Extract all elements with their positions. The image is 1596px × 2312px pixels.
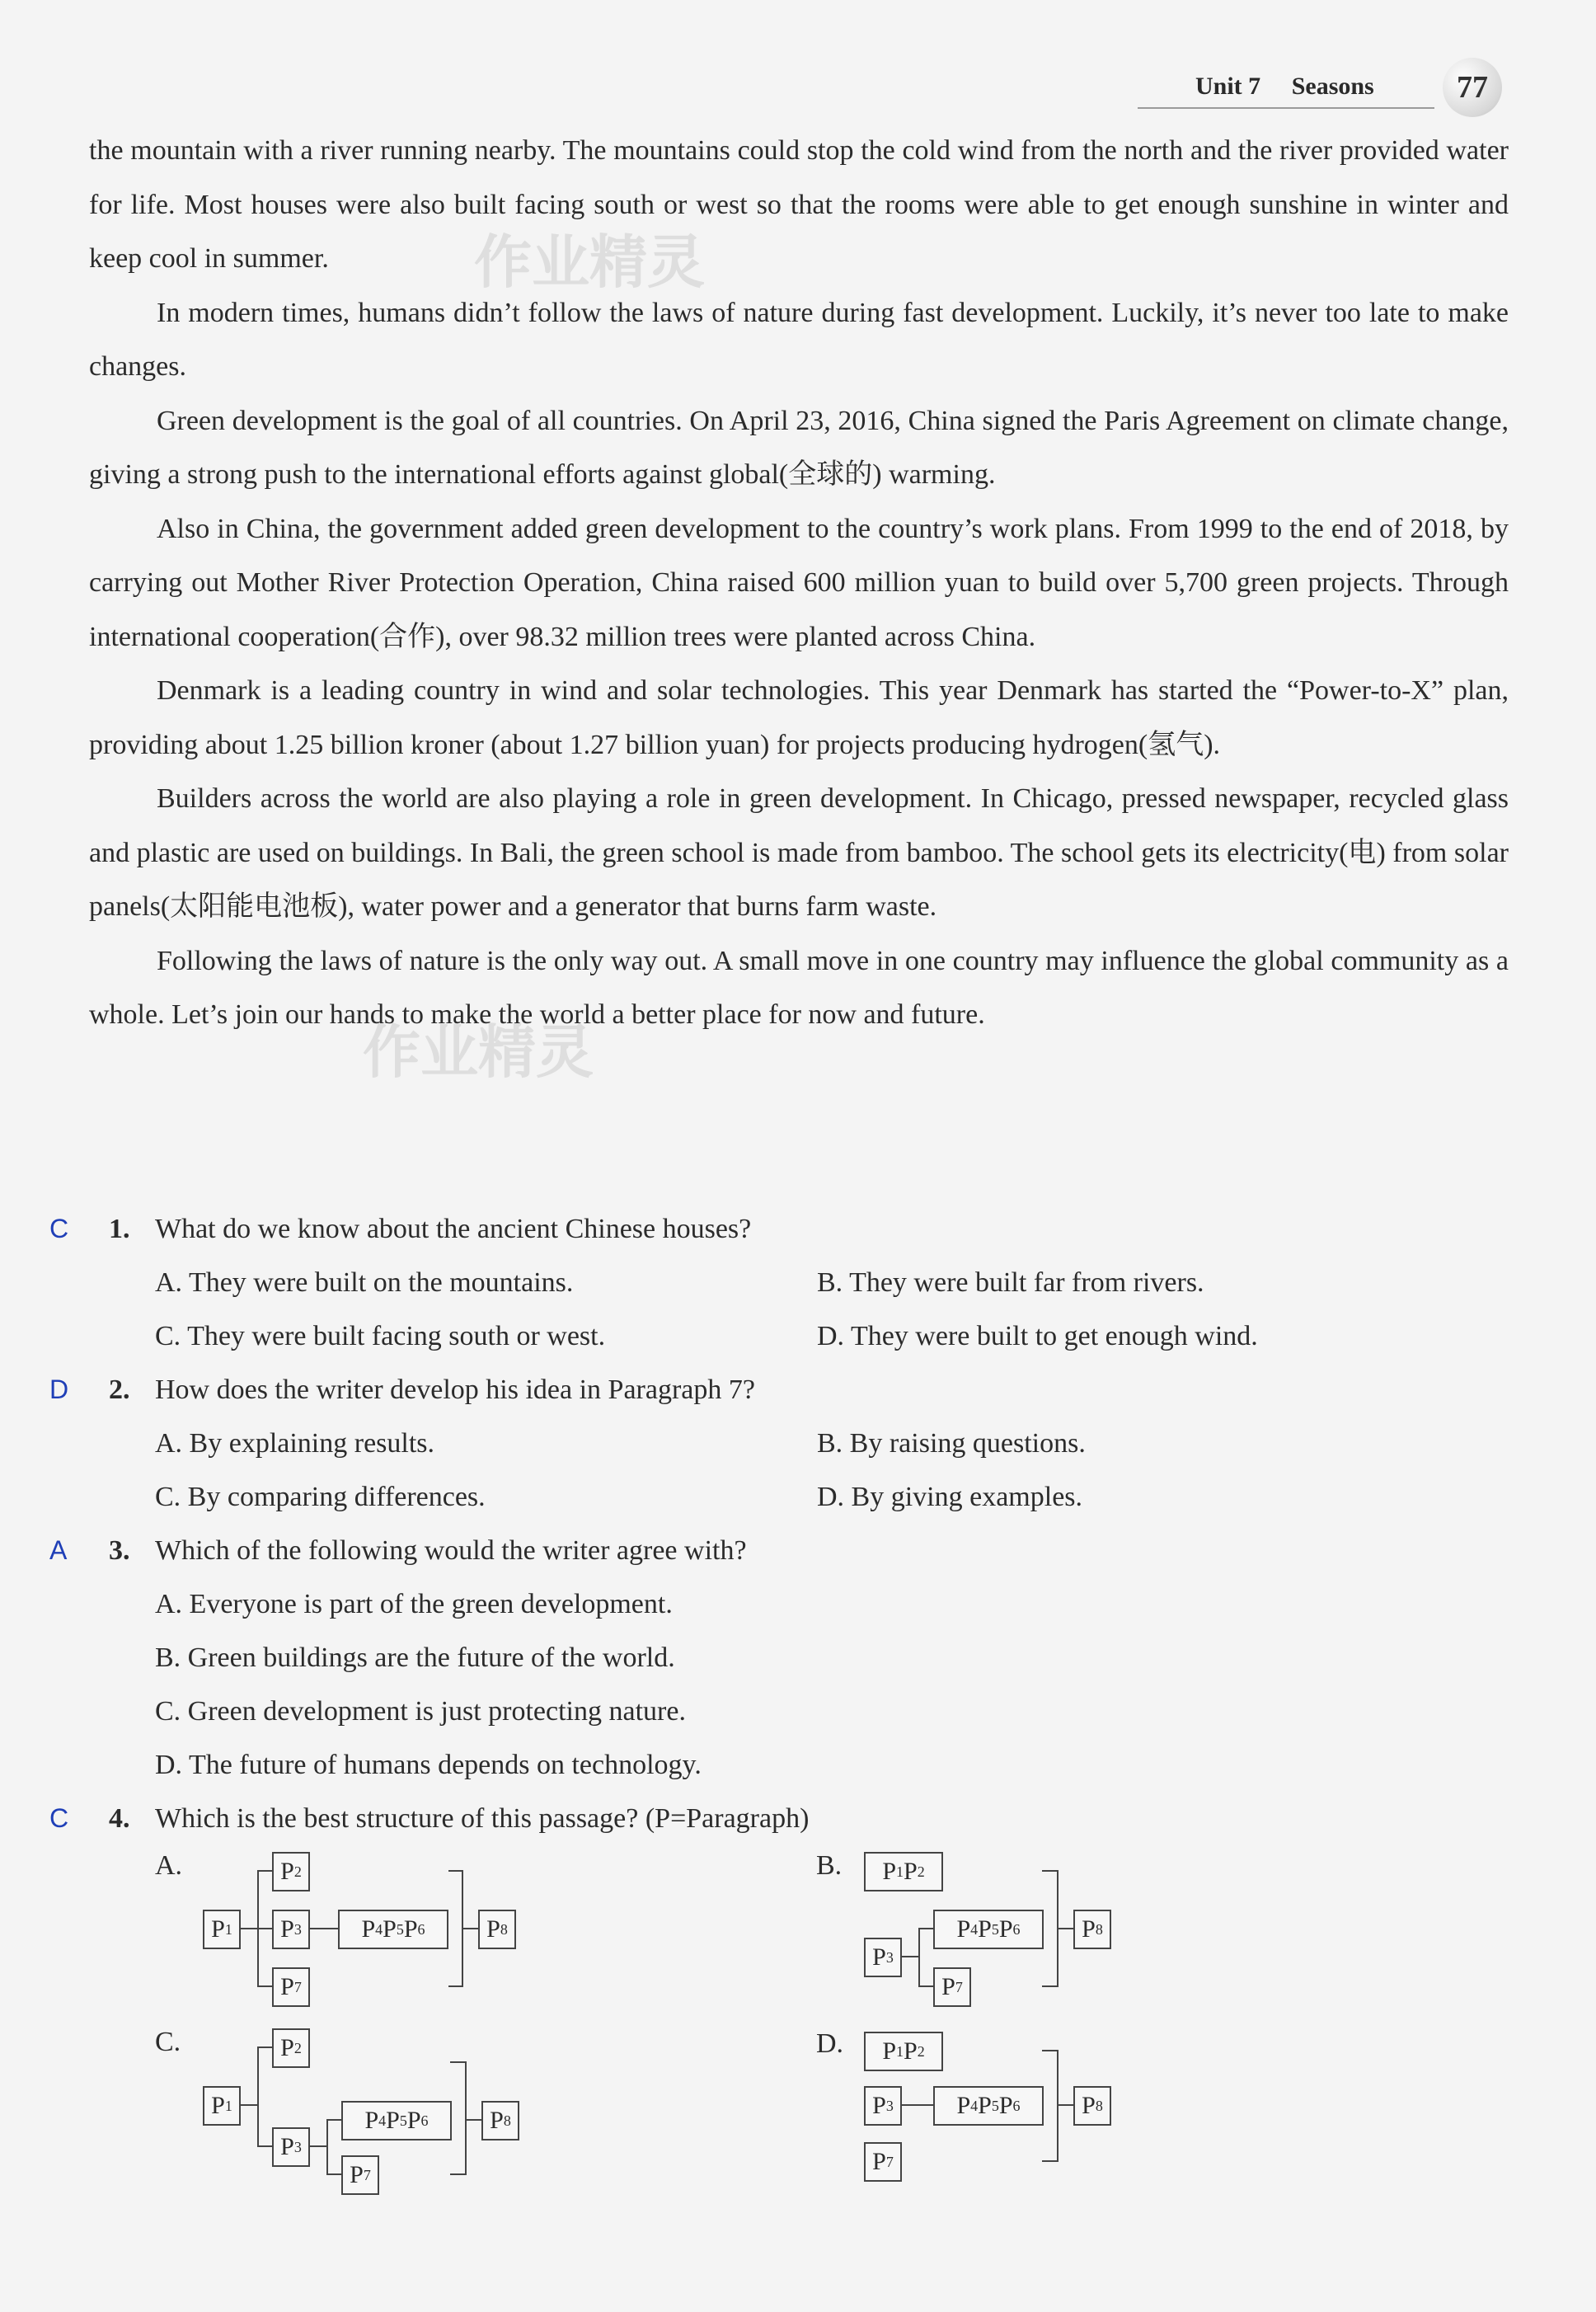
paragraph: Following the laws of nature is the only way out. A small move in one country may influence the global community as a whole. Let’s join our hands to make the world a better place for now and future.: [89, 945, 1509, 1030]
option-b[interactable]: B. They were built far from rivers.: [817, 1267, 1204, 1298]
question-number: 1.: [109, 1214, 130, 1244]
answer-mark: C: [49, 1214, 69, 1243]
connector: [467, 2119, 481, 2121]
connector: [326, 2119, 341, 2121]
box-p3: P 3: [864, 2086, 902, 2126]
question-stem: [109, 1202, 1596, 1256]
connector: [918, 1928, 933, 1929]
connector: [257, 2046, 272, 2048]
box-p7: P 7: [933, 1967, 971, 2007]
passage: [89, 124, 1509, 1042]
box-p3: P 3: [864, 1938, 902, 1977]
box-p7: P 7: [272, 1967, 310, 2007]
question-number: 2.: [109, 1375, 130, 1405]
connector: [308, 2145, 326, 2147]
bracket: [450, 2061, 465, 2063]
answer-mark: D: [49, 1375, 69, 1404]
box-p4p5p6: P 4 P 5 P 6: [933, 2086, 1044, 2126]
page-number: 77: [1443, 58, 1502, 117]
box-p1: P 1: [203, 1910, 241, 1949]
bracket: [1042, 1870, 1057, 1872]
question-number: 4.: [109, 1803, 130, 1834]
box-p7: P 7: [341, 2155, 379, 2195]
bracket: [1057, 2050, 1059, 2162]
option-c[interactable]: C. Green development is just protecting nature.: [155, 1696, 686, 1727]
answer-mark: A: [49, 1535, 68, 1565]
box-p1: P 1: [203, 2086, 241, 2126]
option-c[interactable]: C. They were built facing south or west.: [155, 1321, 606, 1351]
bracket: [1042, 2050, 1057, 2051]
bracket: [326, 2119, 328, 2173]
connector: [308, 1928, 338, 1929]
question-stem: [109, 1792, 1596, 1845]
option-label-c: C.: [155, 2027, 181, 2057]
box-p4p5p6: P 4 P 5 P 6: [341, 2101, 452, 2140]
paragraph: Green development is the goal of all countries. On April 23, 2016, China signed the Paris Agreement on climate change, giving a strong push to the international efforts against global(全球的) warming.: [89, 405, 1509, 490]
question-text: Which is the best structure of this passage? (P=Paragraph): [155, 1803, 810, 1834]
option-label-d: D.: [816, 2028, 844, 2059]
connector: [257, 2145, 272, 2147]
connector: [918, 1985, 933, 1987]
paragraph: the mountain with a river running nearby. The mountains could stop the cold wind from the north and the river provided water for life. Most houses were also built facing south or west so that the rooms were able to get enough sunshine in winter and keep cool in summer.: [89, 135, 1509, 274]
bracket: [1042, 2160, 1057, 2162]
bracket: [1042, 1985, 1057, 1987]
connector: [257, 1870, 272, 1872]
connector: [326, 2173, 341, 2175]
running-head: [1195, 73, 1374, 101]
options: [155, 1417, 1596, 1524]
box-p4p5p6: P 4 P 5 P 6: [933, 1910, 1044, 1949]
bracket: [918, 1928, 920, 1987]
connector: [257, 1985, 272, 1987]
paragraph: Also in China, the government added green development to the country’s work plans. From 1999 to the end of 2018, by carrying out Mother River Protection Operation, China raised 600 million yuan to build over 5,700 green projects. Through international cooperation(合作), over 98.32 million trees were planted across China.: [89, 513, 1509, 652]
watermark: 作业精灵: [363, 1018, 594, 1086]
option-label-b: B.: [816, 1850, 843, 1881]
connector: [1059, 2104, 1073, 2106]
bracket: [257, 2046, 259, 2145]
connector: [257, 1928, 272, 1929]
bracket: [465, 2061, 467, 2175]
unit-label: Unit 7: [1195, 73, 1261, 100]
option-d[interactable]: D. They were built to get enough wind.: [817, 1321, 1258, 1351]
option-b[interactable]: B. By raising questions.: [817, 1428, 1086, 1459]
watermark: 作业精灵: [474, 228, 705, 296]
bracket: [450, 2173, 465, 2175]
box-p8: P 8: [478, 1910, 516, 1949]
question-4: [0, 1792, 1596, 1845]
option-a[interactable]: A. They were built on the mountains.: [155, 1267, 574, 1298]
connector: [900, 1956, 918, 1957]
options: [155, 1577, 1596, 1792]
option-d[interactable]: D. By giving examples.: [817, 1482, 1083, 1512]
option-c[interactable]: C. By comparing differences.: [155, 1482, 486, 1512]
connector: [900, 2104, 933, 2106]
paragraph: In modern times, humans didn’t follow the laws of nature during fast development. Luckily, it’s never too late to make changes.: [89, 297, 1509, 382]
box-p8: P 8: [1073, 1910, 1111, 1949]
connector: [1059, 1928, 1073, 1929]
connector: [239, 1928, 257, 1929]
question-stem: [109, 1524, 1596, 1577]
box-p2: P 2: [272, 1852, 310, 1891]
box-p1p2: P 1 P 2: [864, 1852, 943, 1891]
header-rule: [1138, 107, 1434, 109]
connector: [239, 2104, 257, 2106]
answer-mark: C: [49, 1803, 69, 1833]
bracket: [448, 1985, 463, 1987]
box-p7: P 7: [864, 2142, 902, 2182]
question-stem: [109, 1363, 1596, 1417]
box-p3: P 3: [272, 2127, 310, 2167]
question-2: [0, 1363, 1596, 1524]
option-a[interactable]: A. By explaining results.: [155, 1428, 435, 1459]
paragraph: Denmark is a leading country in wind and solar technologies. This year Denmark has started the “Power-to-X” plan, providing about 1.25 billion kroner (about 1.27 billion yuan) for projects producing hydrogen(氢气).: [89, 675, 1509, 760]
unit-title: Seasons: [1291, 73, 1374, 100]
question-text: Which of the following would the writer agree with?: [155, 1535, 747, 1566]
question-text: What do we know about the ancient Chinese houses?: [155, 1214, 752, 1244]
connector: [463, 1928, 478, 1929]
question-text: How does the writer develop his idea in Paragraph 7?: [155, 1375, 755, 1405]
paragraph: Builders across the world are also playing a role in green development. In Chicago, pressed newspaper, recycled glass and plastic are used on buildings. In Bali, the green school is made from bamboo. The school gets its electricity(电) from solar panels(太阳能电池板), water power and a generator that burns farm waste.: [89, 783, 1509, 922]
option-label-a: A.: [155, 1850, 183, 1881]
question-1: [0, 1202, 1596, 1363]
question-3: [0, 1524, 1596, 1792]
option-a[interactable]: A. Everyone is part of the green development.: [155, 1589, 673, 1619]
box-p8: P 8: [1073, 2086, 1111, 2126]
box-p4p5p6: P 4 P 5 P 6: [338, 1910, 448, 1949]
box-p8: P 8: [481, 2101, 519, 2140]
box-p1p2: P 1 P 2: [864, 2032, 943, 2071]
question-number: 3.: [109, 1535, 130, 1566]
option-b[interactable]: B. Green buildings are the future of the world.: [155, 1642, 675, 1673]
box-p3: P 3: [272, 1910, 310, 1949]
options: [155, 1256, 1596, 1363]
box-p2: P 2: [272, 2028, 310, 2068]
option-d[interactable]: D. The future of humans depends on technology.: [155, 1750, 702, 1780]
questions: [0, 1202, 1596, 1845]
